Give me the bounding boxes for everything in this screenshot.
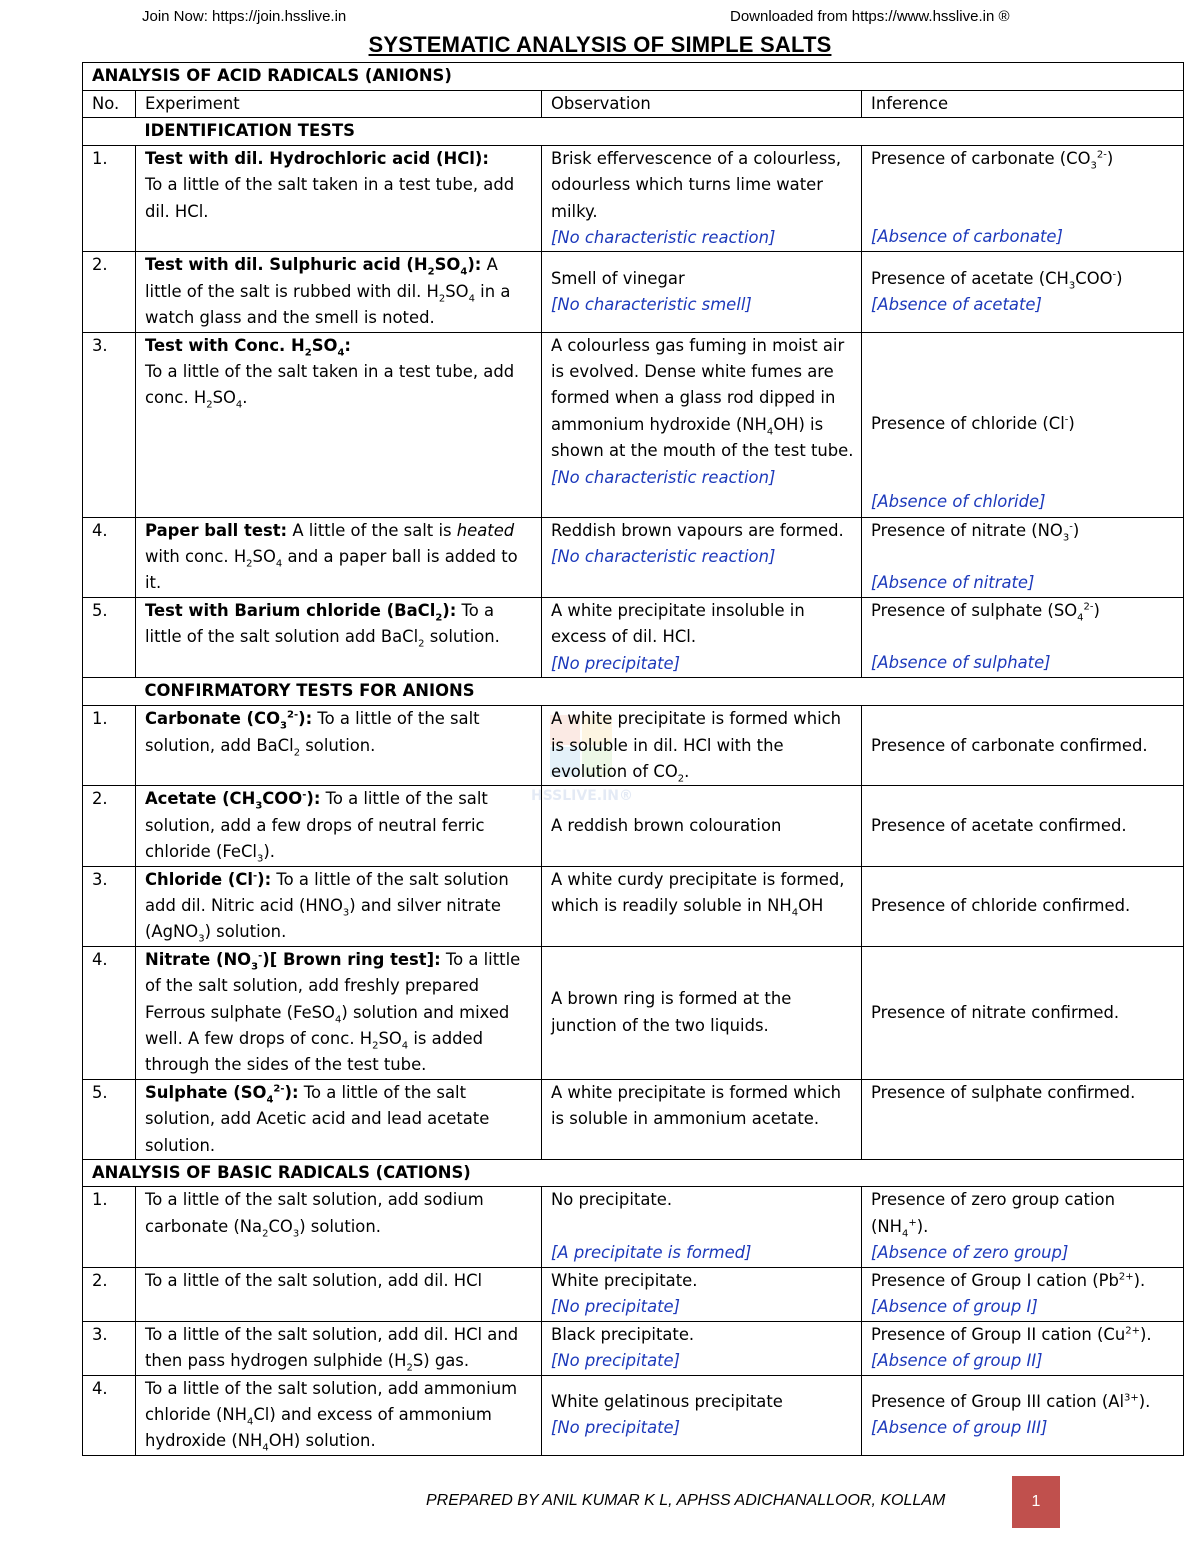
observation-cell: A brown ring is formed at the junction of the two liquids. [542,946,862,1079]
experiment-text-2: S) gas. [412,1351,470,1371]
inference-alt-text: [Absence of acetate] [871,295,1042,315]
experiment-title: Paper ball test: [145,520,288,540]
inference-alt-text: [Absence of sulphate] [871,653,1051,673]
table-row [83,786,1184,866]
inference-alt-text: [Absence of group II] [871,1351,1043,1371]
inference-cell: Presence of nitrate $(NO_3^-)$ [Absence of nitrate] [862,517,1184,597]
experiment-cell: Chloride (Cl-): To a little of the salt solution add dil. Nitric acid $(HNO_3)$ and silver nitrate (AgNO$_3$) solution. [136,866,542,946]
inference-cell: Presence of acetate $(CH_3COO^-)$ [Absence of acetate] [862,252,1184,332]
experiment-cell: To a little of the salt solution, add dil. HCl [136,1267,542,1321]
row-number: 3. [83,1321,136,1375]
inference-alt-text: [Absence of nitrate] [871,573,1035,593]
table-row [83,332,1184,517]
observation-text: A white curdy precipitate is formed, which is readily soluble in NH [551,869,845,915]
row-number: 1. [83,706,136,786]
observation-cell: A white precipitate is formed which is soluble in ammonium acetate. [542,1079,862,1159]
experiment-text-2: ) solution and mixed well. A few drops of conc. H [145,1002,510,1048]
observation-cell [542,1187,862,1267]
page-number-badge: 1 [1012,1476,1060,1528]
experiment-text-2: ) and silver nitrate (AgNO [145,895,501,942]
experiment-title-2: )[ Brown ring test]: [262,949,441,969]
inference-text: Presence of carbonate (CO [871,148,1091,168]
experiment-text-2: solution. [300,735,376,755]
observation-alt-text: [No characteristic reaction] [551,467,776,487]
observation-cell: A reddish brown colouration [542,786,862,866]
experiment-cell [136,145,542,252]
experiment-text: To a little of the salt solution, add sodium carbonate (Na [145,1190,484,1236]
observation-text: Brisk effervescence of a colourless, odourless which turns lime water milky. [551,148,842,221]
download-source-text[interactable]: Downloaded from https://www.hsslive.in ® [730,8,1010,25]
experiment-text: To a little of the salt solution, add Acetic acid and lead acetate solution. [145,1082,490,1155]
experiment-text-3: and a paper ball is added to it. [145,547,518,593]
table-row [83,1079,1184,1159]
table-row [83,1321,1184,1375]
experiment-title: Test with Conc. H [145,335,305,355]
table-row [83,866,1184,946]
observation-cell [542,597,862,677]
experiment-cell: Nitrate $(NO_3^-)$[ Brown ring test]: To a little of the salt solution, add freshly prepared Ferrous sulphate (FeSO$_4$) solution and mixed well. A few drops of conc. $H_2SO_4$ is added through the sides of the test tube. [136,946,542,1079]
inference-cell: Presence of carbonate $(CO_3^{2-})$ [Absence of carbonate] [862,145,1184,252]
experiment-title: Test with Barium chloride (BaCl [145,600,436,620]
experiment-cell: Test with Conc. $H_2SO_4$: To a little of the salt taken in a test tube, add conc. $H_2SO_4$. [136,332,542,517]
experiment-text-2: in a watch glass and the smell is noted. [145,281,511,328]
inference-cell: Presence of sulphate confirmed. [862,1079,1184,1159]
page-title: SYSTEMATIC ANALYSIS OF SIMPLE SALTS [368,32,832,57]
experiment-text: A little of the salt is [287,520,457,540]
inference-text: Presence of sulphate (SO [871,600,1078,620]
experiment-text: To a little of the salt taken in a test tube, add dil. HCl. [145,175,515,221]
inference-text: Presence of nitrate (NO [871,520,1063,540]
experiment-text-3: is added through the sides of the test tube. [145,1028,483,1075]
observation-cell: A white curdy precipitate is formed, which is readily soluble in $NH_4OH$ [542,866,862,946]
table-row [83,517,1184,597]
observation-cell [542,517,862,597]
experiment-cell: Paper ball test: A little of the salt is heated with conc. $H_2SO_4$ and a paper ball is added to it. [136,517,542,597]
observation-cell: A white precipitate is formed which is soluble in dil. HCl with the evolution of $CO_2$. [542,706,862,786]
basic-section-heading: ANALYSIS OF BASIC RADICALS (CATIONS) [83,1160,1184,1187]
inference-alt-text: [Absence of group I] [871,1297,1038,1317]
confirmatory-heading: CONFIRMATORY TESTS FOR ANIONS [136,678,1184,706]
experiment-title: Test with dil. Hydrochloric acid (HCl): [145,148,489,168]
observation-text: A white precipitate is formed which is soluble in dil. HCl with the evolution of CO [551,709,842,781]
observation-text: A white precipitate insoluble in excess of dil. HCl. [551,600,805,647]
col-header-inference: Inference [862,91,1184,118]
observation-cell [542,252,862,332]
experiment-cell: To a little of the salt solution, add dil. HCl and then pass hydrogen sulphide $(H_2S)$ gas. [136,1321,542,1375]
experiment-title: Acetate (CH [145,789,256,809]
experiment-cell: Test with Barium chloride (BaCl$_2$): To a little of the salt solution add BaCl$_2$ solution. [136,597,542,677]
experiment-text-3: ) solution. [204,922,287,942]
table-row [83,1267,1184,1321]
row-number: 5. [83,1079,136,1159]
salt-analysis-table [82,62,1184,1456]
observation-alt-text: [No characteristic reaction] [551,228,776,248]
table-row [83,706,1184,786]
experiment-text: To a little of the salt solution, add BaCl [145,709,480,755]
inference-alt-text: [Absence of chloride] [871,492,1046,512]
observation-text-2: OH) is shown at the mouth of the test tube. [551,414,854,461]
inference-alt-text: [Absence of carbonate] [871,227,1063,247]
observation-text: Reddish brown vapours are formed. [551,520,844,540]
experiment-text: To a little of the salt taken in a test tube, add conc. H [145,362,515,408]
inference-cell: Presence of chloride (Cl-) [Absence of chloride] [862,332,1184,517]
inference-cell: Presence of Group II cation $(Cu^{2+})$. [Absence of group II] [862,1321,1184,1375]
inference-text: Presence of acetate (CH [871,268,1069,288]
experiment-cell: Carbonate $(CO_3^{2-})$: To a little of the salt solution, add BaCl$_2$ solution. [136,706,542,786]
experiment-text: To a little of the salt solution, add a few drops of neutral ferric chloride (FeCl [145,789,488,862]
observation-text: White precipitate. [551,1270,698,1290]
experiment-text: To a little of the salt solution, add ammonium chloride (NH [145,1378,518,1425]
inference-text: Presence of Group II cation (Cu [871,1324,1126,1344]
row-number: 1. [83,145,136,252]
observation-cell [542,1267,862,1321]
basic-section-header-row [83,1160,1184,1187]
observation-text: Smell of vinegar [551,268,685,288]
row-number: 4. [83,946,136,1079]
experiment-text-3: OH) solution. [268,1431,376,1451]
inference-alt-text: [Absence of zero group] [871,1243,1069,1263]
inference-cell: Presence of nitrate confirmed. [862,946,1184,1079]
inference-text: Presence of chloride (Cl [871,413,1065,433]
column-header-row [83,91,1184,118]
row-number: 1. [83,1187,136,1267]
inference-text: Presence of Group I cation (Pb [871,1270,1119,1290]
inference-cell: Presence of acetate confirmed. [862,786,1184,866]
row-number: 2. [83,1267,136,1321]
inference-cell: Presence of chloride confirmed. [862,866,1184,946]
inference-text: Presence of Group III cation (Al [871,1391,1125,1411]
experiment-cell: To a little of the salt solution, add ammonium chloride $(NH_4Cl)$ and excess of ammonium hydroxide $(NH_4OH)$ solution. [136,1375,542,1455]
observation-alt-text: [A precipitate is formed] [551,1242,752,1262]
table-row [83,145,1184,252]
acid-section-heading: ANALYSIS OF ACID RADICALS (ANIONS) [83,63,1184,91]
row-number: 2. [83,786,136,866]
page-header [0,6,1200,28]
observation-cell: A colourless gas fuming in moist air is evolved. Dense white fumes are formed when a glass rod dipped in ammonium hydroxide $(NH_4OH)$ is shown at the mouth of the test tube. [No characteristic reaction] [542,332,862,517]
experiment-title: Test with dil. Sulphuric acid (H [145,255,428,275]
inference-cell: Presence of Group III cation $(Al^{3+})$. [Absence of group III] [862,1375,1184,1455]
observation-text: Black precipitate. [551,1324,695,1344]
row-number: 5. [83,597,136,677]
observation-alt-text: [No precipitate] [551,1418,681,1438]
inference-cell: Presence of sulphate $(SO_4^{2-})$ [Absence of sulphate] [862,597,1184,677]
experiment-text-2: with conc. H [145,547,247,567]
experiment-text: A little of the salt is rubbed with dil. H [145,255,498,301]
experiment-title: Chloride (Cl [145,869,253,889]
experiment-text-2: solution. [424,627,500,647]
identification-heading-row [83,118,1184,145]
experiment-text: To a little of the salt solution, add dil. HCl and then pass hydrogen sulphide (H [145,1324,519,1371]
inference-alt-text: [Absence of group III] [871,1418,1048,1438]
observation-cell [542,145,862,252]
row-number: 2. [83,252,136,332]
experiment-title: Sulphate (SO [145,1082,267,1102]
table-row [83,1375,1184,1455]
experiment-title: Nitrate (NO [145,949,252,969]
experiment-text: To a little of the salt solution add BaCl [145,600,495,647]
observation-alt-text: [No precipitate] [551,1351,681,1371]
table-row [83,252,1184,332]
experiment-cell: Acetate $(CH_3COO^-)$: To a little of the salt solution, add a few drops of neutral ferric chloride (FeCl$_3$). [136,786,542,866]
observation-cell [542,1375,862,1455]
col-header-experiment: Experiment [136,91,542,118]
inference-text: Presence of zero group cation (NH [871,1190,1115,1236]
observation-cell [542,1321,862,1375]
table-row [83,946,1184,1079]
confirmatory-heading-row [83,678,1184,706]
experiment-text: To a little of the salt solution, add freshly prepared Ferrous sulphate (FeSO [145,949,521,1022]
experiment-text: To a little of the salt solution add dil. Nitric acid (HNO [145,869,509,915]
row-number: 4. [83,517,136,597]
row-number: 3. [83,866,136,946]
row-number: 3. [83,332,136,517]
experiment-cell: Sulphate $(SO_4^{2-})$: To a little of the salt solution, add Acetic acid and lead acetate solution. [136,1079,542,1159]
observation-alt-text: [No characteristic reaction] [551,547,776,567]
row-number: 4. [83,1375,136,1455]
observation-text: White gelatinous precipitate [551,1391,783,1411]
identification-heading: IDENTIFICATION TESTS [136,118,1184,145]
experiment-text-italic: heated [456,520,515,540]
col-header-no: No. [83,91,136,118]
observation-text: A colourless gas fuming in moist air is evolved. Dense white fumes are formed when a glass rod dipped in ammonium hydroxide (NH [551,335,845,434]
observation-alt-text: [No precipitate] [551,653,681,673]
observation-text: No precipitate. [551,1190,673,1210]
watermark-text: HSSLIVE.IN® [530,788,634,804]
inference-cell: Presence of Group I cation $(Pb^{2+})$. [Absence of group I] [862,1267,1184,1321]
table-row [83,1187,1184,1267]
observation-alt-text: [No characteristic smell] [551,295,752,315]
experiment-text-2: ) solution. [299,1216,381,1236]
experiment-cell: Test with dil. Sulphuric acid $(H_2SO_4)$: A little of the salt is rubbed with dil. $H_2SO_4$ in a watch glass and the smell is noted. [136,252,542,332]
join-link-text[interactable]: Join Now: https://join.hsslive.in [142,8,347,25]
observation-alt-text: [No precipitate] [551,1297,681,1317]
experiment-title: Carbonate (CO [145,709,281,729]
experiment-cell: To a little of the salt solution, add sodium carbonate $(Na_2CO_3)$ solution. [136,1187,542,1267]
experiment-text-2: Cl) and excess of ammonium hydroxide (NH [145,1405,492,1451]
inference-cell: Presence of zero group cation $(NH_4^+)$. [Absence of zero group] [862,1187,1184,1267]
table-row [83,597,1184,677]
col-header-observation: Observation [542,91,862,118]
inference-cell: Presence of carbonate confirmed. [862,706,1184,786]
acid-section-header-row [83,63,1184,91]
prepared-by-footer: PREPARED BY ANIL KUMAR K L, APHSS ADICHANALLOOR, KOLLAM [426,1492,946,1509]
